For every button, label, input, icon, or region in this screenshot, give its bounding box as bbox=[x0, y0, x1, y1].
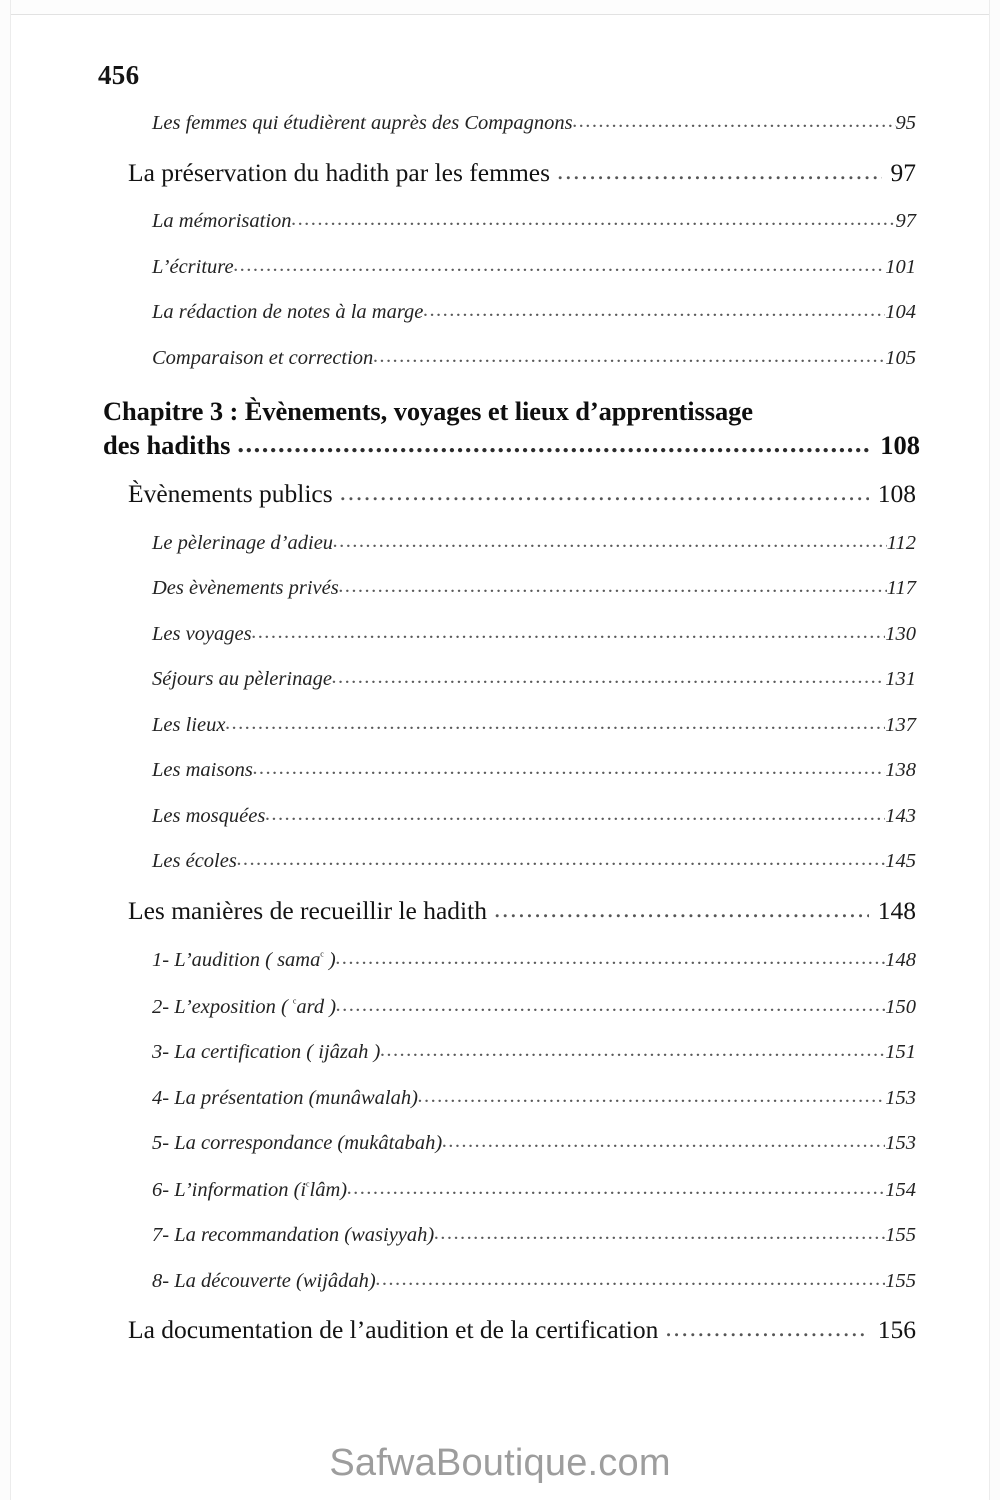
dot-leader bbox=[292, 208, 896, 231]
dot-leader bbox=[423, 299, 885, 322]
dot-leader bbox=[237, 426, 871, 460]
dot-leader bbox=[573, 110, 896, 133]
toc-entry-item[interactable] bbox=[0, 532, 1000, 555]
toc-item-title: Les femmes qui étudièrent auprès des Compagnons bbox=[152, 112, 573, 134]
toc-page-number: 148 bbox=[877, 895, 916, 925]
toc-entry-item[interactable] bbox=[0, 112, 1000, 135]
dot-leader bbox=[494, 894, 869, 924]
ayn-superscript-glyph: ᶜ bbox=[320, 948, 324, 964]
toc-row bbox=[152, 1041, 1000, 1064]
toc-row bbox=[152, 623, 1000, 646]
toc-page-number: 151 bbox=[885, 1041, 916, 1064]
watermark-text: SafwaBoutique.com bbox=[329, 1442, 671, 1484]
toc-row bbox=[152, 759, 1000, 782]
dot-leader bbox=[373, 345, 885, 368]
toc-page-number: 95 bbox=[895, 112, 916, 134]
dot-leader bbox=[340, 477, 869, 507]
toc-page-number: 153 bbox=[885, 1086, 916, 1109]
toc-entry-item[interactable] bbox=[0, 1087, 1000, 1110]
dot-leader bbox=[332, 666, 885, 689]
dot-leader bbox=[333, 530, 887, 553]
toc-page-number: 150 bbox=[885, 995, 916, 1018]
toc-row bbox=[152, 1224, 1000, 1247]
dot-leader bbox=[665, 1313, 868, 1343]
dot-leader bbox=[376, 1268, 886, 1291]
toc-entry-item[interactable] bbox=[0, 805, 1000, 828]
toc-row bbox=[152, 577, 1000, 600]
toc-item-title: Èvènements publics bbox=[128, 479, 333, 509]
toc-row bbox=[152, 301, 1000, 324]
toc-entry-item[interactable] bbox=[0, 759, 1000, 782]
toc-entry-item[interactable] bbox=[0, 347, 1000, 370]
toc-page-number: 143 bbox=[885, 804, 916, 827]
toc-row bbox=[152, 1132, 1000, 1155]
toc-item-title: La préservation du hadith par les femmes bbox=[128, 157, 551, 187]
toc-section-item[interactable] bbox=[0, 158, 1000, 188]
toc-entry-item[interactable] bbox=[0, 850, 1000, 873]
dot-leader bbox=[347, 1177, 885, 1200]
toc-item-title: La rédaction de notes à la marge bbox=[152, 301, 424, 323]
toc-entry-item[interactable] bbox=[0, 1178, 1000, 1202]
ayn-superscript-glyph: ᶜ bbox=[293, 994, 297, 1010]
toc-item-title: L’écriture bbox=[152, 255, 234, 278]
toc-item-title: des hadiths bbox=[103, 429, 231, 460]
toc-item-title: Les voyages bbox=[152, 622, 252, 645]
toc-row bbox=[152, 112, 1000, 135]
toc-row bbox=[152, 256, 1000, 279]
toc-row bbox=[128, 479, 1000, 509]
toc-page-number: 155 bbox=[885, 1224, 916, 1247]
toc-entry-item[interactable] bbox=[0, 623, 1000, 646]
toc-entry-item[interactable] bbox=[0, 577, 1000, 600]
toc-item-title: Les mosquées bbox=[152, 804, 266, 827]
toc-entry-item[interactable] bbox=[0, 1132, 1000, 1155]
toc-item-title: La mémorisation bbox=[152, 210, 292, 232]
dot-leader bbox=[225, 712, 885, 735]
toc-page-number: 108 bbox=[877, 479, 916, 509]
toc-section-item[interactable] bbox=[0, 896, 1000, 926]
toc-item-title-part: ) bbox=[323, 949, 336, 972]
toc-entry-item[interactable] bbox=[0, 1224, 1000, 1247]
toc-item-title: Les maisons bbox=[152, 759, 253, 782]
toc-page-number: 97 bbox=[895, 210, 916, 232]
dot-leader bbox=[234, 254, 886, 277]
toc-row bbox=[152, 850, 1000, 873]
dot-leader bbox=[336, 994, 885, 1017]
toc-item-title bbox=[152, 1178, 347, 1202]
toc-item-title-part: 2- L’exposition ( bbox=[152, 995, 294, 1018]
toc-item-title bbox=[152, 948, 336, 972]
toc-item-title: Séjours au pèlerinage bbox=[152, 668, 332, 691]
dot-leader bbox=[336, 947, 886, 970]
toc-item-title: 4- La présentation (munâwalah) bbox=[152, 1086, 418, 1109]
toc-page-number: 112 bbox=[886, 531, 916, 554]
toc-row bbox=[152, 1087, 1000, 1110]
toc-entry-item[interactable] bbox=[0, 714, 1000, 737]
toc-item-title-part: ard ) bbox=[296, 995, 337, 1018]
ayn-superscript-glyph: ᶜ bbox=[306, 1177, 310, 1193]
toc-item-title: Les écoles bbox=[152, 850, 237, 873]
toc-entry-item[interactable] bbox=[0, 668, 1000, 691]
toc-page-number: 156 bbox=[877, 1315, 916, 1345]
toc-item-title: La documentation de l’audition et de la certification bbox=[128, 1315, 659, 1345]
dot-leader bbox=[339, 575, 887, 598]
toc-item-title-part: 6- L’information (i bbox=[152, 1178, 307, 1201]
toc-page-number: 153 bbox=[885, 1132, 916, 1155]
toc-row bbox=[103, 428, 1000, 462]
toc-item-title: Les manières de recueillir le hadith bbox=[128, 895, 487, 925]
toc-row bbox=[152, 668, 1000, 691]
toc-page-number: 105 bbox=[885, 346, 916, 369]
toc-page-number: 117 bbox=[886, 577, 916, 600]
toc-page-number: 130 bbox=[885, 622, 916, 645]
toc-page-number: 104 bbox=[885, 301, 916, 323]
toc-row bbox=[152, 1178, 1000, 1202]
dot-leader bbox=[442, 1130, 885, 1153]
toc-section-item[interactable] bbox=[0, 1315, 1000, 1345]
toc-row bbox=[152, 532, 1000, 555]
dot-leader bbox=[237, 848, 885, 871]
toc-entry-item[interactable] bbox=[0, 1270, 1000, 1293]
toc-page-number: 138 bbox=[885, 759, 916, 782]
toc-row bbox=[152, 805, 1000, 828]
toc-item-title-part: 1- L’audition ( sama bbox=[152, 949, 321, 972]
toc-entry-item[interactable] bbox=[0, 210, 1000, 233]
toc-entry-item[interactable] bbox=[0, 256, 1000, 279]
dot-leader bbox=[380, 1039, 885, 1062]
toc-page-number: 97 bbox=[890, 157, 916, 187]
toc-entry-item[interactable] bbox=[0, 1041, 1000, 1064]
toc-row bbox=[128, 158, 1000, 188]
toc-page-number: 154 bbox=[885, 1178, 916, 1201]
toc-item-title: 7- La recommandation (wasiyyah) bbox=[152, 1224, 435, 1247]
dot-leader bbox=[434, 1222, 885, 1245]
toc-entry-item[interactable] bbox=[0, 948, 1000, 972]
toc-item-title: Des èvènements privés bbox=[152, 577, 339, 600]
toc-row bbox=[152, 948, 1000, 972]
toc-row bbox=[152, 210, 1000, 233]
toc-entry-item[interactable] bbox=[0, 301, 1000, 324]
toc-chapter-item[interactable] bbox=[0, 394, 1000, 463]
toc-chapter-title-line1: Chapitre 3 : Èvènements, voyages et lieux d’apprentissage bbox=[103, 395, 753, 426]
dot-leader bbox=[252, 621, 886, 644]
dot-leader bbox=[265, 803, 885, 826]
toc-row bbox=[128, 1315, 1000, 1345]
toc-page-number: 145 bbox=[885, 850, 916, 873]
toc-item-title: 3- La certification ( ijâzah ) bbox=[152, 1041, 381, 1064]
dot-leader bbox=[253, 757, 885, 780]
table-of-contents bbox=[0, 112, 1000, 1362]
toc-page-number: 101 bbox=[885, 255, 916, 278]
toc-row bbox=[152, 714, 1000, 737]
toc-item-title: 8- La découverte (wijâdah) bbox=[152, 1269, 376, 1292]
toc-section-item[interactable] bbox=[0, 479, 1000, 509]
toc-row bbox=[128, 896, 1000, 926]
toc-page-number: 108 bbox=[880, 429, 920, 460]
toc-row bbox=[152, 995, 1000, 1019]
toc-item-title: Les lieux bbox=[152, 713, 226, 736]
dot-leader bbox=[557, 156, 881, 186]
toc-row bbox=[152, 1270, 1000, 1293]
toc-item-title: Le pèlerinage d’adieu bbox=[152, 531, 334, 554]
page-folio-number: 456 bbox=[98, 60, 140, 90]
toc-page-number: 148 bbox=[885, 949, 916, 972]
toc-item-title-part: lâm) bbox=[309, 1178, 348, 1201]
toc-entry-item[interactable] bbox=[0, 995, 1000, 1019]
toc-item-title bbox=[152, 995, 336, 1019]
toc-page-number: 131 bbox=[885, 668, 916, 691]
toc-page-number: 137 bbox=[885, 713, 916, 736]
toc-page-number: 155 bbox=[885, 1269, 916, 1292]
toc-item-title: Comparaison et correction bbox=[152, 346, 374, 369]
toc-row bbox=[152, 347, 1000, 370]
dot-leader bbox=[418, 1085, 885, 1108]
toc-item-title: 5- La correspondance (mukâtabah) bbox=[152, 1132, 443, 1155]
